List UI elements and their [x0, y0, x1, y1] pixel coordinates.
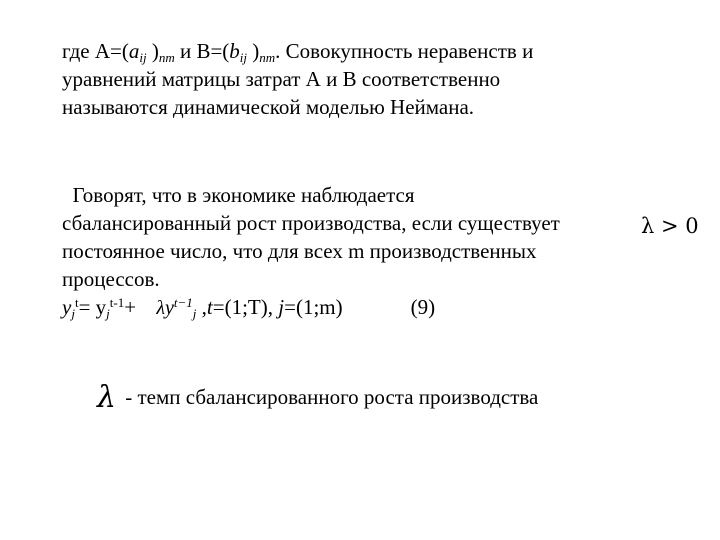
balanced-growth-paragraph: [62, 181, 560, 321]
matrix-b-element: b: [229, 39, 240, 63]
var-j: j: [278, 295, 285, 319]
text-fragment: ): [247, 39, 260, 63]
index-j: j: [192, 306, 197, 321]
index-ij: ij: [239, 50, 248, 65]
index-j: j: [106, 306, 110, 321]
superscript-t-minus-1: t−1: [173, 295, 193, 310]
definition-line-3: называются динамической моделью Неймана.: [62, 95, 475, 119]
equals-y: = y: [78, 295, 107, 319]
lambda-definition-text: - темп сбалансированного роста производства: [120, 385, 539, 409]
lambda-condition-text: λ > 0: [641, 214, 699, 238]
lambda-y-term: [141, 297, 196, 319]
index-j: j: [71, 306, 75, 321]
lambda-positive-condition: [641, 214, 699, 238]
index-ij: ij: [139, 50, 147, 65]
growth-line-3: постоянное число, что для всех m производственных: [62, 239, 537, 263]
superscript-t: t: [74, 295, 79, 310]
comma: ,: [196, 295, 207, 319]
lambda-definition: [97, 380, 539, 415]
superscript-t-minus-1: t-1: [109, 295, 125, 310]
text-fragment: ): [146, 39, 159, 63]
formula-9: [62, 293, 560, 321]
equation-number: (9): [410, 295, 436, 319]
definition-paragraph: [62, 37, 533, 121]
lambda-symbol: λ: [156, 297, 166, 319]
matrix-a-element: a: [128, 39, 140, 63]
var-y: y: [62, 295, 72, 319]
index-nm: nm: [158, 50, 175, 65]
var-t: t: [206, 295, 213, 319]
t-range: =(1;T),: [212, 295, 279, 319]
definition-line-2: уравнений матрицы затрат А и В соответственно: [62, 67, 501, 91]
lambda-symbol: λ: [97, 380, 117, 415]
text-fragment: где А=(: [62, 39, 129, 63]
growth-line-4: процессов.: [62, 267, 160, 291]
j-range: =(1;m): [284, 295, 343, 319]
growth-line-1: Говорят, что в экономике наблюдается: [62, 183, 415, 207]
index-nm: nm: [259, 50, 276, 65]
growth-line-2: сбалансированный рост производства, если существует: [62, 211, 560, 235]
text-fragment: . Совокупность неравенств и: [275, 39, 534, 63]
text-fragment: и В=(: [174, 39, 230, 63]
var-y: y: [165, 297, 174, 319]
definition-line-1: [62, 37, 533, 65]
plus-sign: +: [124, 295, 142, 319]
